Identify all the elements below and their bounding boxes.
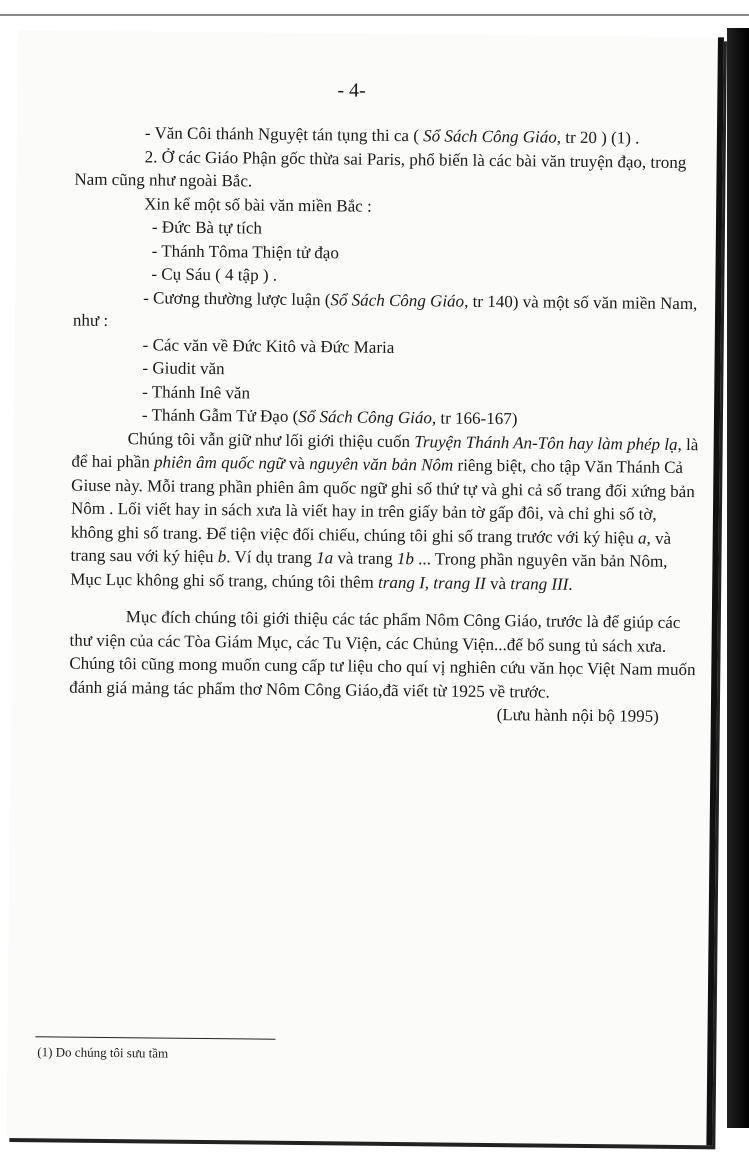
list-item: - Cụ Sáu ( 4 tập ) . xyxy=(151,264,278,285)
body-text xyxy=(69,121,705,729)
paragraph-mien-bac-intro: Xin kể một số bài văn miền Bắc : xyxy=(144,193,372,216)
paragraph-van-coi: - Văn Côi thánh Nguyệt tán tụng thi ca ( Sổ Sách Công Giáo, tr 20 ) (1) . xyxy=(144,123,640,148)
footnote-divider xyxy=(35,1036,275,1040)
list-item: - Giudit văn xyxy=(142,358,225,379)
list-item: - Thánh Inê văn xyxy=(142,381,251,402)
north-list xyxy=(73,215,704,292)
paragraph-gioi-thieu: Chúng tôi vẫn giữ như lối giới thiệu cuốn Truyện Thánh An-Tôn hay làm phép lạ, là để hai phần phiên âm quốc ngữ và nguyên văn bản Nôm riêng biệt, cho tập Văn Thánh Cả Giuse này. Mỗi trang phần phiên âm quốc ngữ ghi số thứ tự và ghi cả số trang đối xứng bản Nôm . Lối viết hay in sách xưa là viết hay in trên giấy bản tờ gấp đôi, và chỉ ghi số tờ, không ghi số trang. Để tiện việc đối chiếu, chúng tôi ghi số trang trước với ký hiệu a, và trang sau với ký hiệu b. Ví dụ trang 1a và trang 1b ... Trong phần nguyên văn bản Nôm, Mục Lục không ghi số trang, chúng tôi thêm trang I, trang II và trang III. xyxy=(70,428,699,594)
footnote: (1) Do chúng tôi sưu tầm xyxy=(37,1044,169,1061)
list-item: - Các văn về Đức Kitô và Đức Maria xyxy=(142,334,395,357)
page-fold-shadow xyxy=(727,28,749,1128)
circulation-note: (Lưu hành nội bộ 1995) xyxy=(496,705,659,726)
list-item: - Thánh Gẫm Tử Đạo (Sổ Sách Công Giáo, tr 166-167) xyxy=(141,405,518,429)
paragraph-muc-dich: Mục đích chúng tôi giới thiệu các tác phẩm Nôm Công Giáo, trước là để giúp các thư viện của các Tòa Giám Mục, các Tu Viện, các Chủng Viện...để bổ sung tủ sách xưa. Chúng tôi cũng mong muốn cung cấp tư liệu cho quí vị nghiên cứu văn học Việt Nam muốn đánh giá mảng tác phẩm thơ Nôm Công Giáo,đã viết từ 1925 về trước. xyxy=(69,607,696,702)
scanned-page xyxy=(6,30,724,1145)
south-list xyxy=(72,332,703,433)
list-item: - Thánh Tôma Thiện tử đạo xyxy=(151,240,340,262)
paragraph-giao-phan: 2. Ở các Giáo Phận gốc thừa sai Paris, phổ biến là các bài văn truyện đạo, trong Nam cũng như ngoài Bắc. xyxy=(74,146,687,191)
page-top-edge xyxy=(0,14,749,16)
paragraph-cuong-thuong: - Cương thường lược luận (Sổ Sách Công Giáo, tr 140) và một số văn miền Nam, như : xyxy=(72,287,698,330)
page-number: - 4- xyxy=(337,79,366,102)
list-item: - Đức Bà tự tích xyxy=(151,217,263,238)
